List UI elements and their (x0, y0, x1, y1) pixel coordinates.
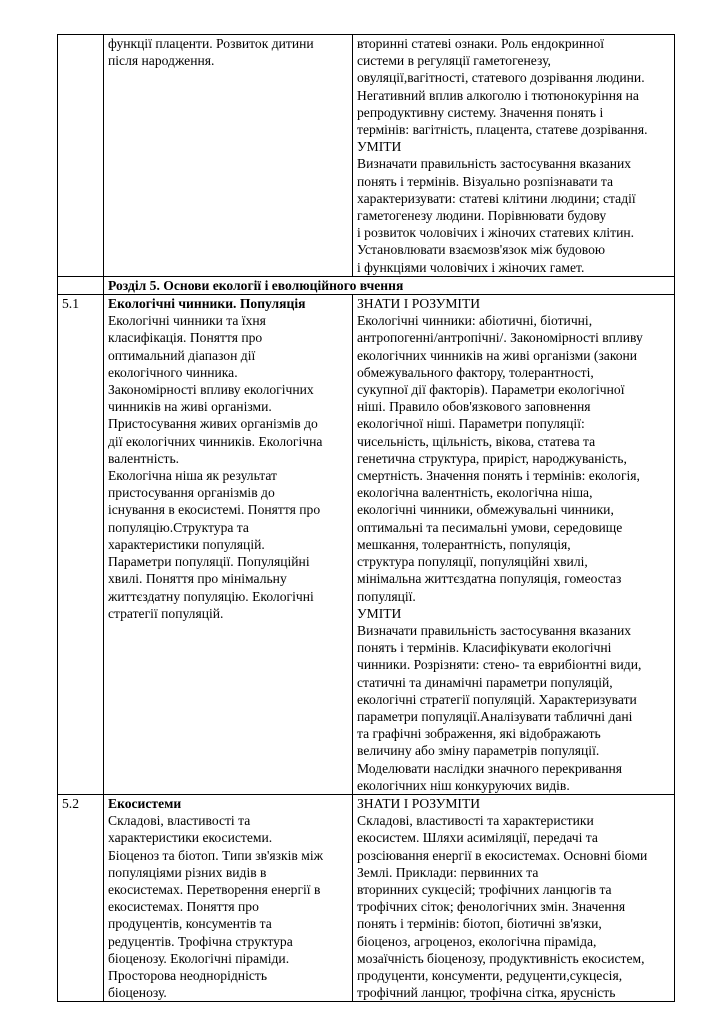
text-line: понять і термінів. Класифікувати екологічні (357, 640, 612, 656)
text-line: та графічні зображення, які відображають (357, 726, 601, 742)
text-line: оптимальний діапазон дії (108, 347, 256, 363)
text-line: понять і термінів. Візуально розпізнавати та (357, 173, 614, 189)
text-line: вторинні статеві ознаки. Роль ендокринної (357, 36, 605, 51)
text-line: Складові, властивості та характеристики (357, 813, 594, 829)
text-line: Просторова неоднорідність (108, 967, 268, 983)
text-line: біоценозу. (108, 985, 167, 1001)
section-number-cell (58, 276, 104, 294)
text-line: Негативний вплив алкоголю і тютюнокуріння на (357, 87, 639, 103)
text-line: валентність. (108, 450, 180, 466)
text-line: величину або зміну параметрів популяції. (357, 743, 600, 759)
topic-cell (104, 295, 353, 795)
text-line: ЗНАТИ І РОЗУМІТИ (357, 296, 481, 312)
text-line: вторинних сукцесій; трофічних ланцюгів та (357, 881, 612, 897)
text-line: екологічна валентність, екологічна ніша, (357, 485, 593, 501)
text-line: існування в екосистемі. Поняття про (108, 502, 321, 518)
section-row (58, 276, 675, 294)
text-line: Моделювати наслідки значного перекривання (357, 760, 623, 776)
text-line: сукупної дії факторів). Параметри екологічної (357, 382, 625, 398)
text-line: популяцію.Структура та (108, 519, 249, 535)
text-line: екологічні стратегії популяцій. Характеризувати (357, 691, 637, 707)
text-line: біоценоз, агроценоз, екологічна піраміда, (357, 933, 597, 949)
text-line: популяції. (357, 588, 416, 604)
text-line: антропогенні/антропічні/. Закономірності впливу (357, 330, 643, 346)
text-line: ЗНАТИ І РОЗУМІТИ (357, 795, 481, 811)
text-line: стратегії популяцій. (108, 605, 224, 621)
text-line: Визначати правильність застосування вказаних (357, 622, 632, 638)
text-line: Визначати правильність застосування вказаних (357, 156, 632, 172)
text-line: репродуктивну систему. Значення понять і (357, 104, 604, 120)
curriculum-table (57, 34, 675, 1002)
text-line: продуцентів, консументів та (108, 916, 272, 932)
text-line: екологічних чинників на живі організми (закони (357, 347, 638, 363)
text-line: функції плаценти. Розвиток дитини (108, 36, 314, 51)
text-line: мешкання, толерантність, популяція, (357, 536, 571, 552)
requirements-cell (353, 35, 675, 277)
table-row (58, 295, 675, 795)
text-line: Установлювати взаємозв'язок між будовою (357, 242, 606, 258)
text-line: після народження. (108, 53, 215, 69)
text-line: Біоценоз та біотоп. Типи зв'язків між (108, 847, 324, 863)
text-line: екосистемах. Поняття про (108, 899, 259, 915)
text-line: смертність. Значення понять і термінів: екологія, (357, 468, 640, 484)
section-heading: Розділ 5. Основи екології і еволюційного вчення (104, 276, 675, 294)
text-line: Екологічні чинники та їхня (108, 313, 266, 329)
text-line: характеристики популяцій. (108, 536, 265, 552)
text-line: Екологічні чинники: абіотичні, біотичні, (357, 313, 593, 329)
text-line: ніші. Правило обов'язкового заповнення (357, 399, 591, 415)
text-line: генетична структура, приріст, народжуваність, (357, 450, 627, 466)
text-line: життєздатну популяцію. Екологічні (108, 588, 314, 604)
table-body (58, 35, 675, 1002)
text-line: системи в регуляції гаметогенезу, (357, 53, 551, 69)
row-number: 5.2 (58, 794, 104, 1001)
text-line: УМІТИ (357, 605, 402, 621)
text-line: хвилі. Поняття про мінімальну (108, 571, 287, 587)
text-line: мінімальна життєздатна популяція, гомеостаз (357, 571, 622, 587)
text-line: Закономірності впливу екологічних (108, 382, 314, 398)
topic-title: Екологічні чинники. Популяція (108, 296, 306, 312)
topic-cell (104, 794, 353, 1001)
text-line: екологічного чинника. (108, 364, 238, 380)
text-line: понять і термінів: біотоп, біотичні зв'язки, (357, 916, 602, 932)
text-line: екологічних ніш конкуруючих видів. (357, 777, 570, 793)
table-row (58, 35, 675, 277)
text-line: УМІТИ (357, 139, 402, 155)
text-line: Пристосування живих організмів до (108, 416, 318, 432)
text-line: обмежувального фактору, толерантності, (357, 364, 594, 380)
text-line: характеризувати: статеві клітини людини; стадії (357, 190, 636, 206)
text-line: характеристики екосистеми. (108, 830, 273, 846)
text-line: параметри популяції.Аналізувати табличні дані (357, 708, 633, 724)
text-line: чинники. Розрізняти: стено- та еврибіонтні види, (357, 657, 642, 673)
text-line: чинників на живі організми. (108, 399, 272, 415)
text-line: структура популяції, популяційні хвилі, (357, 554, 588, 570)
text-line: екологічної ніші. Параметри популяції: (357, 416, 585, 432)
text-line: екологічні чинники, обмежувальні чинники, (357, 502, 614, 518)
table-row (58, 794, 675, 1001)
topic-cell (104, 35, 353, 277)
row-number (58, 35, 104, 277)
text-line: овуляції,вагітності, статевого дозрівання людини. (357, 70, 645, 86)
text-line: розсіювання енергії в екосистемах. Основні біоми (357, 847, 648, 863)
text-line: дії екологічних чинників. Екологічна (108, 433, 323, 449)
text-line: класифікація. Поняття про (108, 330, 263, 346)
text-line: пристосування організмів до (108, 485, 275, 501)
text-line: мозаїчність біоценозу, продуктивність екосистем, (357, 950, 645, 966)
requirements-cell (353, 794, 675, 1001)
text-line: статичні та динамічні параметри популяцій, (357, 674, 613, 690)
topic-title: Екосистеми (108, 795, 182, 811)
text-line: гаметогенезу людини. Порівнювати будову (357, 208, 607, 224)
text-line: редуцентів. Трофічна структура (108, 933, 293, 949)
text-line: популяціями різних видів в (108, 864, 267, 880)
text-line: екосистемах. Перетворення енергії в (108, 881, 321, 897)
text-line: трофічний ланцюг, трофічна сітка, ярусність (357, 985, 616, 1001)
row-number: 5.1 (58, 295, 104, 795)
text-line: біоценозу. Екологічні піраміди. (108, 950, 290, 966)
text-line: і функціями чоловічих і жіночих гамет. (357, 259, 585, 275)
text-line: термінів: вагітність, плацента, статеве дозрівання. (357, 122, 648, 138)
requirements-cell (353, 295, 675, 795)
text-line: Складові, властивості та (108, 813, 251, 829)
text-line: і розвиток чоловічих і жіночих статевих клітин. (357, 225, 635, 241)
text-line: Параметри популяції. Популяційні (108, 554, 310, 570)
text-line: екосистем. Шляхи асиміляції, передачі та (357, 830, 598, 846)
text-line: продуценти, консументи, редуценти,сукцесія, (357, 967, 623, 983)
text-line: трофічних сіток; фенологічних змін. Значення (357, 899, 626, 915)
text-line: Землі. Приклади: первинних та (357, 864, 539, 880)
text-line: Екологічна ніша як результат (108, 468, 277, 484)
text-line: чисельність, щільність, вікова, статева та (357, 433, 596, 449)
text-line: оптимальні та песимальні умови, середовище (357, 519, 623, 535)
